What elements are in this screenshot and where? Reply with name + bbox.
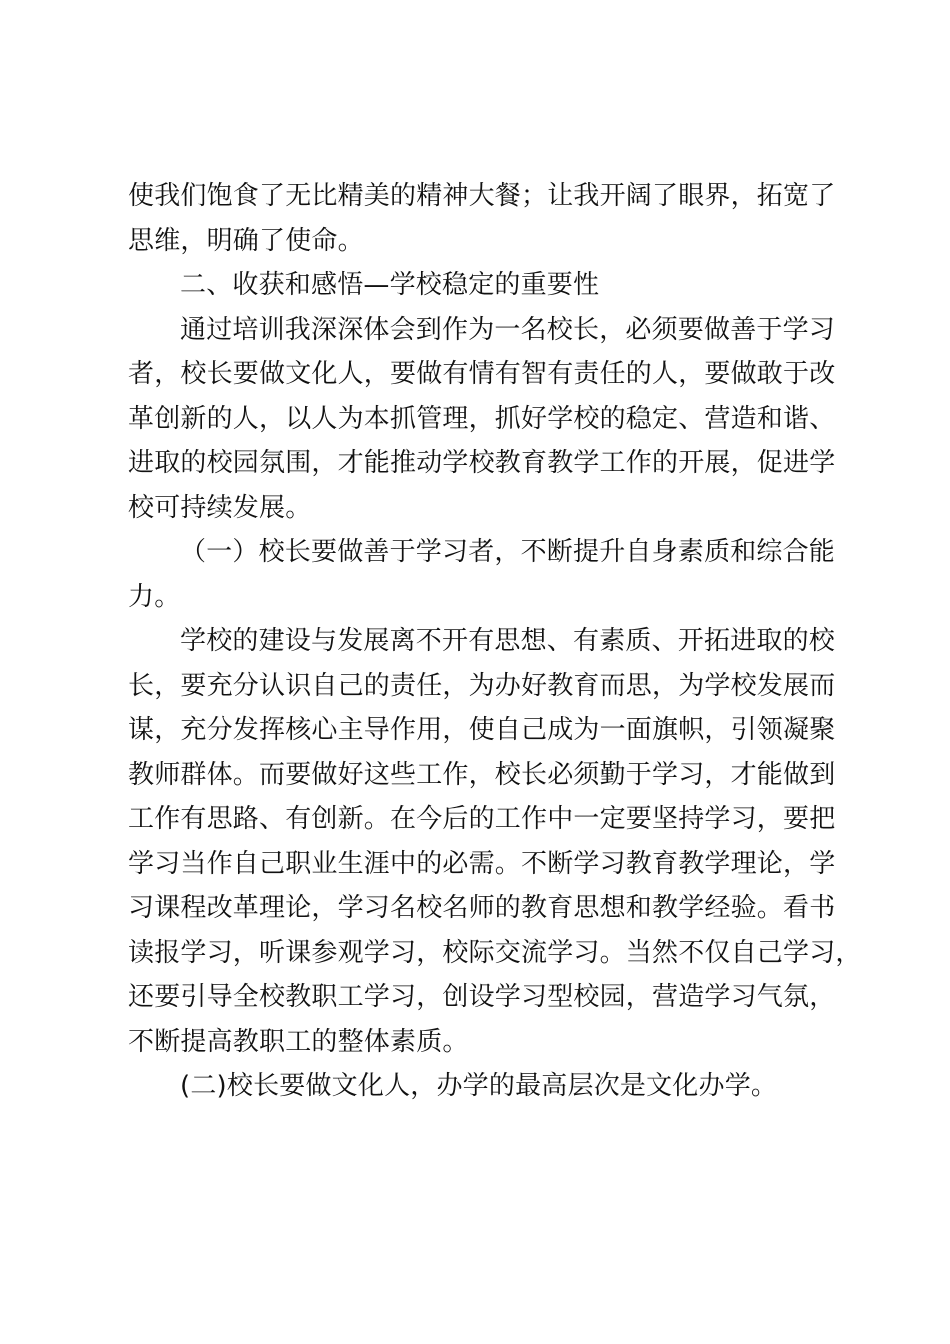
paragraph-line: 还要引导全校教职工学习，创设学习型校园，营造学习气氛， [128, 982, 836, 1012]
paragraph-line: 工作有思路、有创新。在今后的工作中一定要坚持学习，要把 [128, 804, 836, 834]
paragraph-line: 长，要充分认识自己的责任，为办好教育而思，为学校发展而 [128, 670, 836, 701]
document-body [128, 174, 862, 1109]
paragraph-line: 力。 [128, 581, 181, 612]
paragraph-line: 者，校长要做文化人，要做有情有智有责任的人，要做敢于改 [128, 359, 836, 389]
subsection-heading: （一）校长要做善于学习者，不断提升自身素质和综合能 [180, 537, 836, 567]
paragraph-line: 校可持续发展。 [128, 492, 312, 523]
paragraph-line: 进取的校园氛围，才能推动学校教育教学工作的开展，促进学 [128, 448, 836, 478]
subsection-heading: (二)校长要做文化人，办学的最高层次是文化办学。 [180, 1071, 778, 1101]
paragraph-line: 思维，明确了使命。 [128, 225, 364, 256]
paragraph-line: 习课程改革理论，学习名校名师的教育思想和教学经验。看书 [128, 893, 836, 923]
paragraph-line: 革创新的人，以人为本抓管理，抓好学校的稳定、营造和谐、 [128, 403, 836, 434]
paragraph-line: 不断提高教职工的整体素质。 [128, 1026, 469, 1057]
section-heading: 二、收获和感悟—学校稳定的重要性 [180, 270, 600, 300]
paragraph-line: 读报学习，听课参观学习，校际交流学习。当然不仅自己学习， [128, 937, 862, 968]
paragraph-line: 使我们饱食了无比精美的精神大餐；让我开阔了眼界，拓宽了 [128, 181, 836, 211]
paragraph-line: 学习当作自己职业生涯中的必需。不断学习教育教学理论，学 [128, 848, 836, 879]
paragraph-line: 谋，充分发挥核心主导作用，使自己成为一面旗帜，引领凝聚 [128, 715, 836, 745]
paragraph-line: 通过培训我深深体会到作为一名校长，必须要做善于学习 [180, 314, 836, 345]
paragraph-line: 学校的建设与发展离不开有思想、有素质、开拓进取的校 [180, 626, 836, 656]
paragraph-line: 教师群体。而要做好这些工作，校长必须勤于学习，才能做到 [128, 759, 836, 790]
